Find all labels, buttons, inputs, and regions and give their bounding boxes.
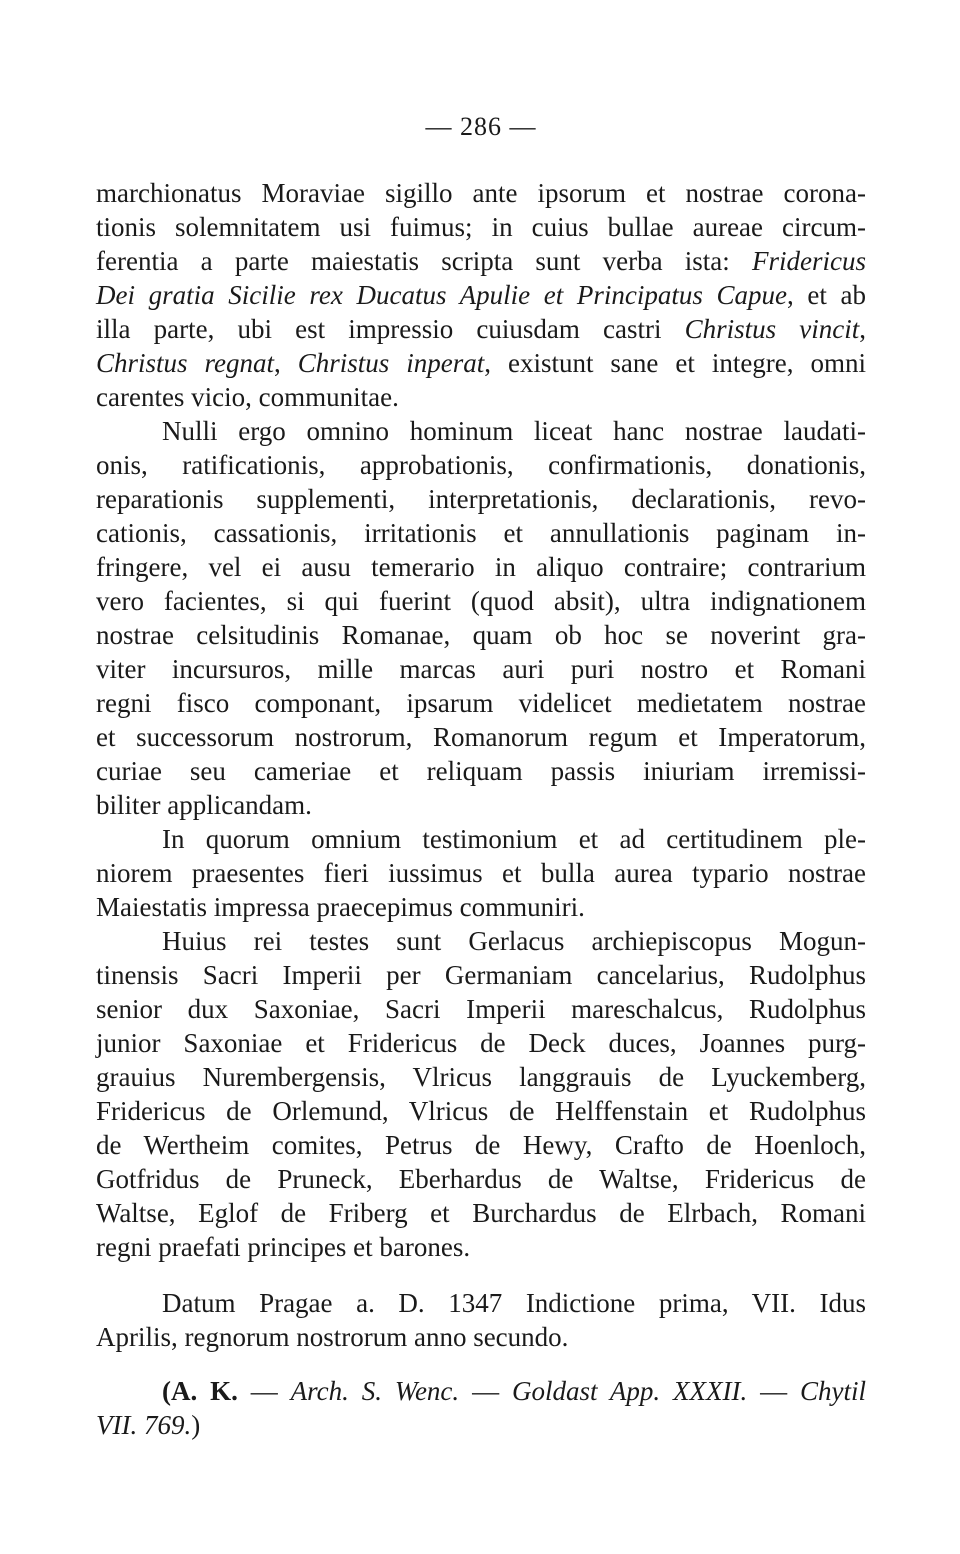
text-line	[96, 1196, 866, 1230]
text-line	[96, 312, 866, 346]
text-line	[96, 1408, 866, 1442]
page-number: — 286 —	[425, 112, 537, 141]
text-segment: vero facientes, si qui fuerint (quod absit), ultra indignationem	[96, 586, 866, 616]
text-line	[96, 414, 866, 448]
text-line	[96, 992, 866, 1026]
text-segment: senior dux Saxoniae, Sacri Imperii mareschalcus, Rudolphus	[96, 994, 866, 1024]
text-line	[96, 346, 866, 380]
text-line	[96, 856, 866, 890]
text-segment: de Wertheim comites, Petrus de Hewy, Crafto de Hoenloch,	[96, 1130, 866, 1160]
text-line	[96, 482, 866, 516]
italic-text: Arch. S. Wenc.	[290, 1376, 460, 1406]
text-segment: —	[747, 1376, 800, 1406]
text-segment: et successorum nostrorum, Romanorum regum et Imperatorum,	[96, 722, 866, 752]
text-segment: viter incursuros, mille marcas auri puri nostro et Romani	[96, 654, 866, 684]
text-segment: carentes vicio, communitae.	[96, 382, 399, 412]
italic-text: Chytil	[800, 1376, 866, 1406]
text-line	[96, 652, 866, 686]
text-segment: ferentia a parte maiestatis scripta sunt verba ista:	[96, 246, 752, 276]
text-segment: regni fisco componant, ipsarum videlicet medietatem nostrae	[96, 688, 866, 718]
text-line	[96, 1374, 866, 1408]
text-segment: cationis, cassationis, irritationis et annullationis paginam in-	[96, 518, 866, 548]
text-line	[96, 686, 866, 720]
bold-text: (A. K.	[162, 1376, 238, 1406]
text-segment: Fridericus de Orlemund, Vlricus de Helffenstain et Rudolphus	[96, 1096, 866, 1126]
text-line	[96, 516, 866, 550]
text-segment: —	[459, 1376, 512, 1406]
text-segment: biliter applicandam.	[96, 790, 312, 820]
text-segment: Nulli ergo omnino hominum liceat hanc nostrae laudati-	[162, 416, 866, 446]
text-line	[96, 788, 866, 822]
text-line	[96, 1060, 866, 1094]
text-segment: curiae seu cameriae et reliquam passis iniuriam irremissi-	[96, 756, 866, 786]
italic-text: Christus inperat	[297, 348, 485, 378]
document-page	[96, 112, 866, 1442]
italic-text: VII. 769.	[96, 1410, 192, 1440]
text-line	[96, 1162, 866, 1196]
text-line	[96, 1230, 866, 1264]
text-segment: niorem praesentes fieri iussimus et bulla aurea typario nostrae	[96, 858, 866, 888]
text-line	[96, 278, 866, 312]
text-line	[96, 822, 866, 856]
text-segment: —	[237, 1376, 291, 1406]
italic-text: Dei gratia Sicilie rex Ducatus Apulie et Principatus Capue	[96, 280, 787, 310]
text-line	[96, 380, 866, 414]
text-line	[96, 176, 866, 210]
text-segment: reparationis supplementi, interpretationis, declarationis, revo-	[96, 484, 866, 514]
text-segment: tinensis Sacri Imperii per Germaniam cancelarius, Rudolphus	[96, 960, 866, 990]
text-segment: grauius Nurembergensis, Vlricus langgrauis de Lyuckemberg,	[96, 1062, 866, 1092]
text-line	[96, 924, 866, 958]
text-segment: ,	[274, 348, 298, 378]
document-body	[96, 176, 866, 1442]
text-segment: )	[191, 1410, 201, 1440]
text-segment: regni praefati principes et barones.	[96, 1232, 471, 1262]
text-segment: Huius rei testes sunt Gerlacus archiepiscopus Mogun-	[162, 926, 866, 956]
text-line	[96, 1094, 866, 1128]
italic-text: Christus regnat	[96, 348, 274, 378]
text-line	[96, 890, 866, 924]
text-segment: tionis solemnitatem usi fuimus; in cuius bullae aureae circum-	[96, 212, 866, 242]
text-line	[96, 618, 866, 652]
text-line	[96, 584, 866, 618]
text-segment: junior Saxoniae et Fridericus de Deck duces, Joannes purg-	[96, 1028, 866, 1058]
text-segment: In quorum omnium testimonium et ad certitudinem ple-	[162, 824, 866, 854]
text-segment: Aprilis, regnorum nostrorum anno secundo.	[96, 1322, 569, 1352]
text-segment: nostrae celsitudinis Romanae, quam ob hoc se noverint gra-	[96, 620, 866, 650]
text-segment: marchionatus Moraviae sigillo ante ipsorum et nostrae corona-	[96, 178, 866, 208]
text-segment: illa parte, ubi est impressio cuiusdam castri	[96, 314, 685, 344]
text-line	[96, 1286, 866, 1320]
text-segment: Datum Pragae a. D. 1347 Indictione prima, VII. Idus	[162, 1288, 866, 1318]
text-segment: Waltse, Eglof de Friberg et Burchardus de Elrbach, Romani	[96, 1198, 866, 1228]
text-segment: ,	[859, 314, 866, 344]
text-line	[96, 754, 866, 788]
text-line	[96, 550, 866, 584]
text-segment: , et ab	[787, 280, 866, 310]
text-line	[96, 210, 866, 244]
text-segment: onis, ratificationis, approbationis, confirmationis, donationis,	[96, 450, 866, 480]
text-line	[96, 448, 866, 482]
text-segment: Gotfridus de Pruneck, Eberhardus de Waltse, Fridericus de	[96, 1164, 866, 1194]
text-line	[96, 720, 866, 754]
text-line	[96, 1320, 866, 1354]
text-line	[96, 244, 866, 278]
italic-text: Fridericus	[752, 246, 866, 276]
text-line	[96, 1128, 866, 1162]
text-segment: , existunt sane et integre, omni	[484, 348, 867, 378]
text-segment: Maiestatis impressa praecepimus communiri.	[96, 892, 585, 922]
text-line	[96, 1026, 866, 1060]
italic-text: Goldast App. XXXII.	[511, 1376, 748, 1406]
italic-text: Christus vincit	[684, 314, 860, 344]
text-line	[96, 958, 866, 992]
text-segment: fringere, vel ei ausu temerario in aliquo contraire; contrarium	[96, 552, 866, 582]
